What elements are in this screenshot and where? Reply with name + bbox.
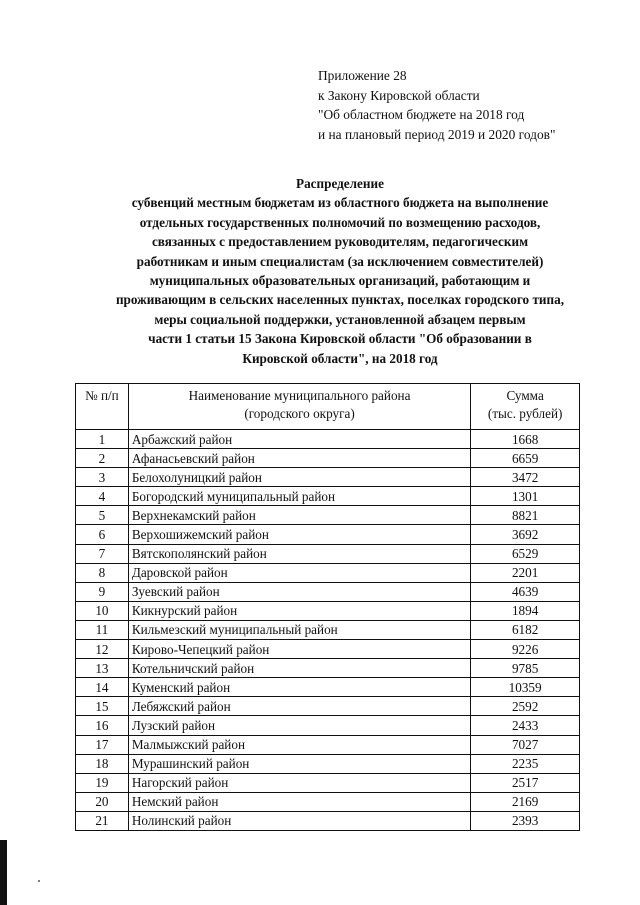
row-name: Арбажский район — [128, 430, 470, 449]
row-name: Малмыжский район — [128, 735, 470, 754]
table-row — [76, 773, 580, 792]
row-num: 17 — [76, 735, 129, 754]
row-sum: 4639 — [471, 582, 580, 601]
title-line: проживающим в сельских населенных пунктах, поселках городского типа, — [115, 292, 565, 308]
row-num: 15 — [76, 697, 129, 716]
title-line: меры социальной поддержки, установленной абзацем первым — [154, 311, 526, 327]
row-sum: 2517 — [471, 773, 580, 792]
row-num: 6 — [76, 525, 129, 544]
row-num: 8 — [76, 563, 129, 582]
row-sum: 2433 — [471, 716, 580, 735]
table-row — [76, 582, 580, 601]
document-title — [40, 174, 640, 368]
table-row — [76, 811, 580, 830]
header-sum — [471, 384, 580, 430]
row-sum: 7027 — [471, 735, 580, 754]
row-name: Верхнекамский район — [128, 506, 470, 525]
table-body — [76, 430, 580, 831]
row-name: Зуевский район — [128, 582, 470, 601]
row-sum: 6659 — [471, 449, 580, 468]
title-line: Кировской области", на 2018 год — [242, 350, 438, 366]
row-num: 7 — [76, 544, 129, 563]
row-name: Кикнурский район — [128, 601, 470, 620]
table-row — [76, 620, 580, 639]
table-row — [76, 430, 580, 449]
title-line: субвенций местным бюджетам из областного бюджета на выполнение — [131, 195, 549, 211]
row-num: 20 — [76, 792, 129, 811]
title-line: отдельных государственных полномочий по возмещению расходов, — [139, 214, 541, 230]
row-name: Богородский муниципальный район — [128, 487, 470, 506]
table-row — [76, 601, 580, 620]
row-num: 21 — [76, 811, 129, 830]
title-heading: Распределение — [296, 176, 384, 191]
table-row — [76, 544, 580, 563]
row-num: 9 — [76, 582, 129, 601]
appendix-line: и на плановый период 2019 и 2020 годов" — [318, 126, 556, 142]
row-sum: 2169 — [471, 792, 580, 811]
row-sum: 2592 — [471, 697, 580, 716]
row-name: Котельничский район — [128, 659, 470, 678]
row-num: 3 — [76, 468, 129, 487]
row-sum: 2235 — [471, 754, 580, 773]
row-sum: 2393 — [471, 811, 580, 830]
row-name: Мурашинский район — [128, 754, 470, 773]
row-name: Кирово-Чепецкий район — [128, 640, 470, 659]
table-row — [76, 640, 580, 659]
table-row — [76, 716, 580, 735]
table-row — [76, 487, 580, 506]
row-name: Даровской район — [128, 563, 470, 582]
appendix-line: "Об областном бюджете на 2018 год — [318, 107, 525, 123]
row-name: Лебяжский район — [128, 697, 470, 716]
row-num: 14 — [76, 678, 129, 697]
row-num: 16 — [76, 716, 129, 735]
title-line: части 1 статьи 15 Закона Кировской области "Об образовании в — [148, 331, 532, 347]
title-line: работникам и иным специалистам (за исключением совместителей) — [136, 253, 544, 269]
appendix-line: к Закону Кировской области — [318, 87, 480, 103]
row-num: 18 — [76, 754, 129, 773]
header-name-line1: Наименование муниципального района — [188, 388, 411, 403]
row-name: Куменский район — [128, 678, 470, 697]
row-num: 10 — [76, 601, 129, 620]
row-num: 1 — [76, 430, 129, 449]
row-sum: 3692 — [471, 525, 580, 544]
row-num: 12 — [76, 640, 129, 659]
row-name: Нагорский район — [128, 773, 470, 792]
header-sum-line2: (тыс. рублей) — [487, 406, 563, 421]
row-num: 19 — [76, 773, 129, 792]
table-row — [76, 525, 580, 544]
row-sum: 9226 — [471, 640, 580, 659]
header-sum-line1: Сумма — [506, 388, 544, 403]
table-header-row — [76, 384, 580, 430]
row-sum: 10359 — [471, 678, 580, 697]
header-num: № п/п — [76, 384, 129, 430]
row-name: Немский район — [128, 792, 470, 811]
row-name: Кильмезский муниципальный район — [128, 620, 470, 639]
appendix-line: Приложение 28 — [318, 68, 407, 83]
row-sum: 1894 — [471, 601, 580, 620]
header-name-line2: (городского округа) — [244, 406, 355, 421]
row-num: 2 — [76, 449, 129, 468]
row-name: Верхошижемский район — [128, 525, 470, 544]
row-num: 5 — [76, 506, 129, 525]
table-row — [76, 735, 580, 754]
table-row — [76, 792, 580, 811]
distribution-table — [75, 383, 580, 831]
row-name: Вятскополянский район — [128, 544, 470, 563]
row-sum: 9785 — [471, 659, 580, 678]
title-line: связанных с предоставлением руководителям, педагогическим — [151, 234, 529, 250]
row-num: 4 — [76, 487, 129, 506]
table-row — [76, 449, 580, 468]
row-sum: 6529 — [471, 544, 580, 563]
row-sum: 3472 — [471, 468, 580, 487]
row-name: Афанасьевский район — [128, 449, 470, 468]
row-name: Белохолуницкий район — [128, 468, 470, 487]
table-row — [76, 506, 580, 525]
header-name — [128, 384, 470, 430]
row-num: 11 — [76, 620, 129, 639]
row-num: 13 — [76, 659, 129, 678]
row-name: Лузский район — [128, 716, 470, 735]
table-row — [76, 563, 580, 582]
title-line: муниципальных образовательных организаций, работающим и — [149, 273, 531, 289]
table-row — [76, 754, 580, 773]
row-sum: 6182 — [471, 620, 580, 639]
table-row — [76, 468, 580, 487]
row-sum: 8821 — [471, 506, 580, 525]
table-row — [76, 697, 580, 716]
appendix-note — [318, 66, 555, 144]
scan-dot-mark — [38, 880, 40, 882]
table-row — [76, 659, 580, 678]
row-sum: 2201 — [471, 563, 580, 582]
row-name: Нолинский район — [128, 811, 470, 830]
row-sum: 1668 — [471, 430, 580, 449]
table-row — [76, 678, 580, 697]
row-sum: 1301 — [471, 487, 580, 506]
scan-edge-mark — [0, 840, 7, 905]
